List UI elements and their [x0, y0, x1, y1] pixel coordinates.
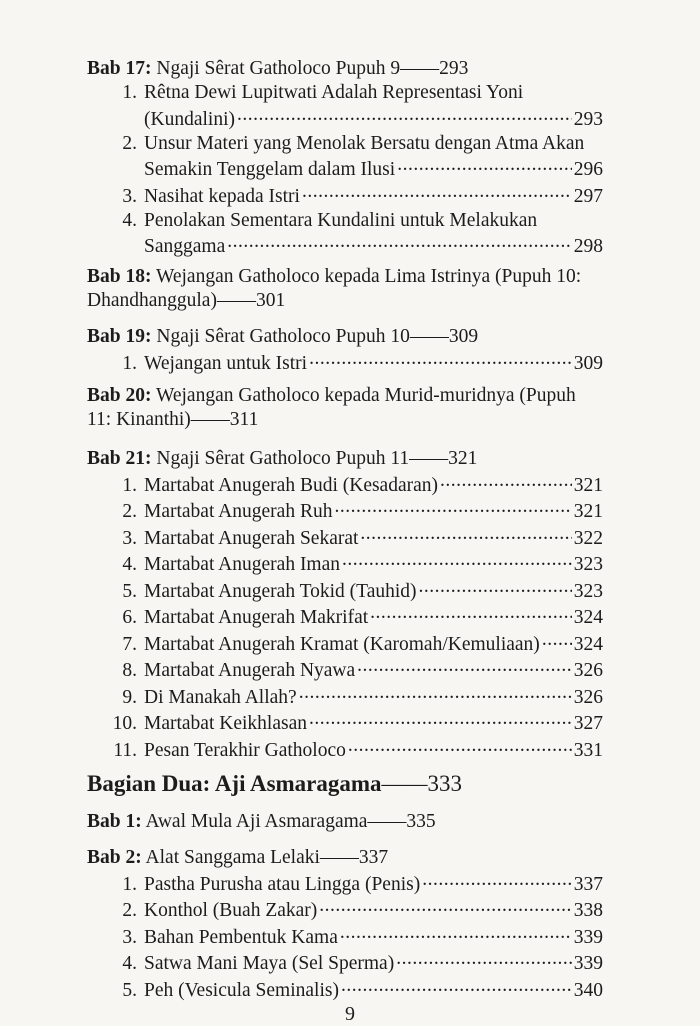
dot-leader	[360, 524, 571, 544]
entry-number: 11.	[113, 739, 137, 761]
chapter-heading	[87, 325, 603, 349]
entry-number: 6.	[122, 607, 137, 628]
entry-title: Satwa Mani Maya (Sel Sperma)	[144, 953, 395, 974]
chapter-title: Ngaji Sêrat Gatholoco Pupuh 10——309	[156, 326, 479, 347]
entry-number: 1.	[122, 474, 137, 496]
chapter-title: Ngaji Sêrat Gatholoco Pupuh 11——321	[156, 448, 478, 469]
chapter-title: Awal Mula Aji Asmaragama——335	[145, 811, 436, 832]
entry-number: 3.	[122, 926, 137, 948]
toc-entry	[87, 524, 603, 551]
toc-entry	[87, 736, 603, 763]
part-title: Bagian Dua: Aji Asmaragama	[87, 771, 382, 796]
entry-number: 5.	[122, 979, 137, 1001]
entry-page: 337	[573, 873, 603, 895]
entry-title: Pastha Purusha atau Lingga (Penis)	[144, 873, 421, 895]
entry-title: Martabat Anugerah Tokid (Tauhid)	[144, 580, 417, 602]
dot-leader	[342, 551, 572, 571]
toc-entry	[87, 209, 603, 260]
dot-leader	[237, 105, 572, 125]
entry-title: Di Manakah Allah?	[144, 686, 297, 708]
chapter-title-continued: Dhandhanggula)——301	[87, 290, 286, 311]
toc-entry	[87, 897, 603, 924]
entry-number: 5.	[122, 580, 137, 602]
chapter-bab-21	[87, 447, 603, 763]
chapter-label: Bab 18:	[87, 266, 152, 287]
entry-number: 4.	[122, 953, 137, 974]
chapter-bab-17	[87, 57, 603, 259]
chapter-bab-1	[87, 810, 603, 834]
entry-page: 297	[573, 185, 603, 207]
entry-page: 326	[573, 660, 603, 681]
entry-number: 9.	[122, 686, 137, 708]
chapter-bab-19	[87, 325, 603, 376]
dot-leader	[419, 577, 572, 597]
chapter-title: Alat Sanggama Lelaki——337	[145, 847, 389, 868]
entry-number: 4.	[122, 554, 137, 575]
entry-title: Martabat Anugerah Budi (Kesadaran)	[144, 474, 439, 496]
entry-number: 2.	[122, 900, 137, 921]
entry-page: 298	[573, 236, 603, 257]
part-page: ——333	[381, 771, 463, 796]
entry-title: Konthol (Buah Zakar)	[144, 900, 318, 921]
toc-entry	[87, 683, 603, 710]
dot-leader	[309, 710, 572, 730]
entry-page: 322	[573, 527, 603, 549]
entry-page: 339	[573, 926, 603, 948]
dot-leader	[397, 156, 572, 176]
entry-number: 8.	[122, 660, 137, 681]
chapter-title: Wejangan Gatholoco kepada Lima Istrinya (Pupuh 10:	[156, 266, 582, 287]
toc-entry	[87, 950, 603, 977]
entry-title-continued: (Kundalini)	[144, 108, 235, 130]
chapter-heading	[87, 810, 603, 834]
toc-entry	[87, 132, 603, 183]
chapter-label: Bab 17:	[87, 58, 152, 79]
dot-leader	[334, 498, 571, 518]
entry-title: Martabat Anugerah Sekarat	[144, 527, 359, 549]
entry-page: 309	[573, 352, 603, 374]
chapter-heading	[87, 265, 603, 289]
entry-number: 2.	[122, 132, 137, 154]
chapter-heading	[87, 384, 603, 408]
dot-leader	[227, 233, 572, 253]
toc-entry	[87, 710, 603, 737]
entry-page: 327	[573, 713, 603, 734]
entry-title: Bahan Pembentuk Kama	[144, 926, 338, 948]
chapter-title: Ngaji Sêrat Gatholoco Pupuh 9——293	[156, 58, 469, 79]
entry-page: 338	[573, 900, 603, 921]
toc-entry	[87, 870, 603, 897]
entry-title: Pesan Terakhir Gatholoco	[144, 739, 346, 761]
chapter-label: Bab 19:	[87, 326, 152, 347]
dot-leader	[542, 630, 572, 650]
entry-number: 3.	[122, 185, 137, 207]
entry-title: Martabat Keikhlasan	[144, 713, 307, 734]
entry-title: Nasihat kepada Istri	[144, 185, 300, 207]
entry-title: Penolakan Sementara Kundalini untuk Melakukan	[144, 209, 538, 231]
entry-page: 293	[573, 108, 603, 130]
chapter-bab-18	[87, 265, 603, 313]
entry-title: Martabat Anugerah Iman	[144, 554, 341, 575]
dot-leader	[348, 736, 572, 756]
entry-title-continued: Sanggama	[144, 236, 226, 257]
chapter-label: Bab 20:	[87, 385, 152, 406]
page-footer-number: 9	[345, 1003, 355, 1025]
entry-number: 3.	[122, 527, 137, 549]
dot-leader	[340, 923, 572, 943]
dot-leader	[341, 976, 572, 996]
chapter-heading	[87, 846, 603, 870]
entry-number: 7.	[122, 633, 137, 655]
chapter-heading	[87, 57, 603, 81]
toc-entry	[87, 349, 603, 376]
entry-number: 1.	[122, 352, 137, 374]
dot-leader	[319, 897, 571, 917]
dot-leader	[396, 950, 572, 970]
entry-title: Wejangan untuk Istri	[144, 352, 308, 374]
chapter-label: Bab 1:	[87, 811, 142, 832]
entry-number: 10.	[112, 713, 137, 734]
entry-page: 326	[573, 686, 603, 708]
entry-page: 321	[573, 474, 603, 496]
entry-page: 323	[573, 554, 603, 575]
chapter-title-continued: 11: Kinanthi)——311	[87, 409, 259, 430]
entry-title: Martabat Anugerah Ruh	[144, 501, 333, 522]
toc-entry	[87, 81, 603, 132]
entry-title: Martabat Anugerah Nyawa	[144, 660, 356, 681]
entry-page: 321	[573, 501, 603, 522]
entry-page: 340	[573, 979, 603, 1001]
part-heading	[87, 770, 462, 798]
entry-number: 1.	[122, 82, 137, 103]
dot-leader	[299, 683, 572, 703]
toc-entry	[87, 577, 603, 604]
toc-entry	[87, 498, 603, 525]
entry-title: Martabat Anugerah Makrifat	[144, 607, 369, 628]
dot-leader	[422, 870, 572, 890]
toc-entry	[87, 604, 603, 631]
entry-number: 1.	[122, 873, 137, 895]
entry-title-continued: Semakin Tenggelam dalam Ilusi	[144, 159, 396, 180]
entry-page: 323	[573, 580, 603, 602]
dot-leader	[309, 349, 572, 369]
entry-title: Martabat Anugerah Kramat (Karomah/Kemuliaan)	[144, 633, 540, 655]
toc-entry	[87, 471, 603, 498]
entry-page: 331	[573, 739, 603, 761]
toc-entry	[87, 630, 603, 657]
entry-number: 4.	[122, 209, 137, 231]
entry-number: 2.	[122, 501, 137, 522]
entry-page: 296	[573, 159, 603, 180]
entry-title: Peh (Vesicula Seminalis)	[144, 979, 339, 1001]
chapter-label: Bab 2:	[87, 847, 142, 868]
chapter-title: Wejangan Gatholoco kepada Murid-muridnya (Pupuh	[156, 385, 576, 406]
toc-entry	[87, 657, 603, 684]
toc-entry	[87, 551, 603, 578]
chapter-bab-2	[87, 846, 603, 1003]
toc-entry	[87, 976, 603, 1003]
chapter-heading	[87, 447, 603, 471]
toc-entry	[87, 923, 603, 950]
entry-title: Rêtna Dewi Lupitwati Adalah Representasi Yoni	[144, 82, 524, 103]
entry-title: Unsur Materi yang Menolak Bersatu dengan Atma Akan	[144, 132, 585, 154]
toc-entry	[87, 182, 603, 209]
dot-leader	[370, 604, 572, 624]
entry-page: 324	[573, 607, 603, 628]
dot-leader	[357, 657, 572, 677]
dot-leader	[440, 471, 572, 491]
entry-page: 324	[573, 633, 603, 655]
chapter-label: Bab 21:	[87, 448, 152, 469]
chapter-bab-20	[87, 384, 603, 432]
dot-leader	[302, 182, 572, 202]
entry-page: 339	[573, 953, 603, 974]
